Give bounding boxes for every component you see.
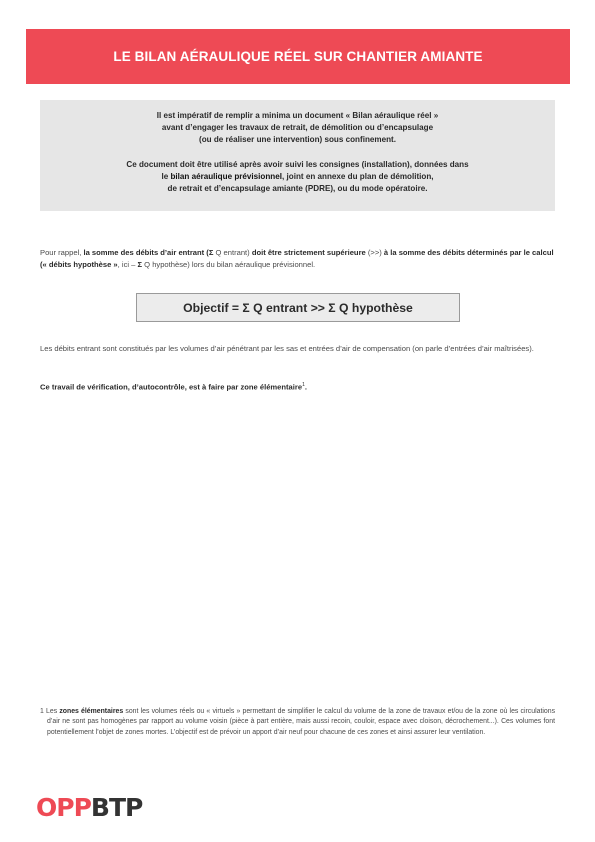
footnote (40, 707, 555, 738)
title-banner (26, 29, 570, 84)
intro-p1-line3: (ou de réaliser une intervention) sous confinement. (199, 135, 396, 145)
footnote-body: sont les volumes réels ou « virtuels » permettant de simplifier le calcul du volume de la zone de travaux et/ou de la zone où les circulations d’air ne sont pas homogènes par rapport au volume voisin (pièce à part entière, mais aussi recoin, couloir, espace avec cloison, décrochement...). Ces volumes font potentiellement l’objet de zones mortes. L’objectif est de prévoir un apport d’air neuf pour chacune de ces zones et ainsi assurer leur ventilation. (47, 708, 556, 736)
intro-p2-line3: de retrait et d’encapsulage amiante (PDRE), ou du mode opératoire. (167, 184, 428, 194)
reminder-t5: Q hypothèse) lors du bilan aéraulique prévisionnel. (142, 260, 316, 270)
intro-paragraph-2 (40, 159, 555, 196)
objective-text: Objectif = Σ Q entrant >> Σ Q hypothèse (183, 300, 413, 315)
reminder-b3: à la somme des débits déterminés par le calcul (« débits hypothèse » (40, 248, 554, 270)
intro-p2-line2-post: , joint en annexe du plan de démolition, (282, 171, 434, 181)
objective-box (136, 293, 460, 322)
reminder-t4: , ici – (117, 260, 138, 270)
logo-part-btp: BTP (90, 792, 143, 822)
reminder-b1: la somme des débits d’air entrant ( (83, 248, 209, 257)
intro-p2-highlight: bilan aéraulique prévisionnel (170, 171, 282, 181)
flows-paragraph: Les débits entrant sont constitués par les volumes d’air pénétrant par les sas et entrées d’air de compensation (on parle d’entrées d’air maîtrisées). (40, 344, 534, 353)
control-text: Ce travail de vérification, d’autocontrôle, est à faire par zone élémentaire (40, 382, 303, 392)
footnote-term: zones élémentaires (59, 708, 124, 715)
footnote-ref[interactable]: 1 (302, 382, 305, 388)
intro-p1-line1: Il est impératif de remplir a minima un document « Bilan aéraulique réel » (156, 111, 439, 120)
control-paragraph (40, 380, 555, 393)
footnote-pre: Les (46, 708, 60, 715)
sigma-symbol-2: Σ (137, 260, 143, 270)
reminder-paragraph (40, 247, 555, 272)
sigma-symbol-1: Σ (208, 248, 214, 257)
control-end: . (304, 382, 307, 392)
footnote-number: 1 (40, 708, 47, 715)
reminder-b2: doit être strictement supérieure (251, 248, 366, 257)
reminder-t3: (>>) (365, 248, 384, 257)
reminder-t2: Q entrant) (213, 248, 252, 257)
intro-box (40, 100, 555, 211)
intro-p2-line1: Ce document doit être utilisé après avoir suivi les consignes (installation), données dans (126, 159, 469, 169)
intro-paragraph-1 (40, 110, 555, 147)
logo-part-opp: OPP (36, 792, 91, 822)
intro-p1-line2: avant d’engager les travaux de retrait, de démolition ou d’encapsulage (161, 123, 434, 133)
oppbtp-logo (36, 792, 142, 822)
intro-p2-line2-pre: le (161, 171, 171, 181)
page-title: LE BILAN AÉRAULIQUE RÉEL SUR CHANTIER AMIANTE (113, 49, 483, 64)
reminder-t1: Pour rappel, (40, 248, 84, 257)
